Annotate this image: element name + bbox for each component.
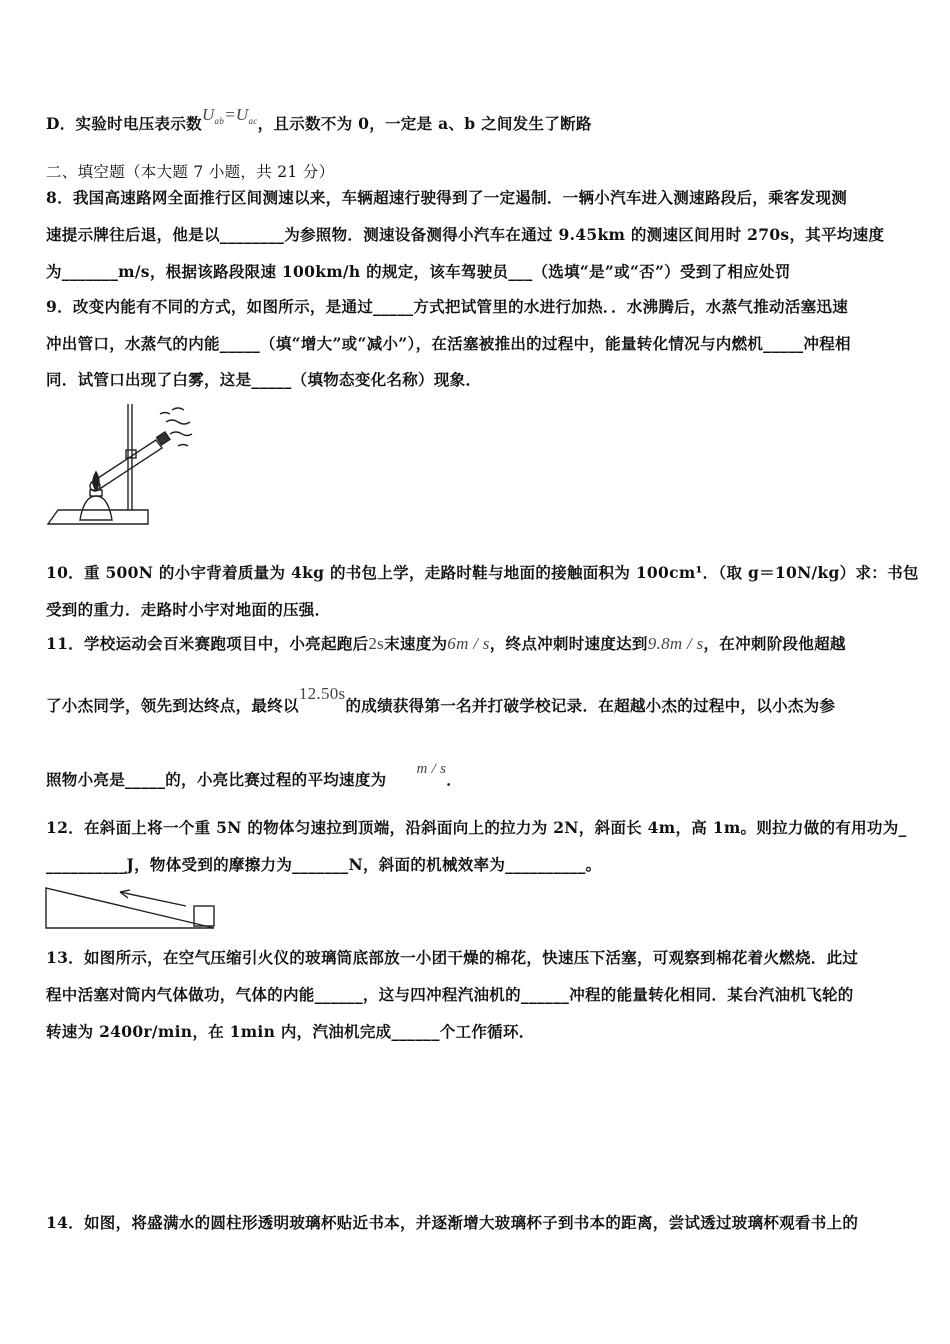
- q11-line-1: [46, 634, 846, 654]
- q11-math-time: 12.50s: [298, 684, 346, 703]
- q8-line-3: 为_______m/s，根据该路段限速 100km/h 的规定，该车驾驶员___（选填“是”或“否”）受到了相应处罚: [46, 262, 791, 281]
- q8-line-1: 8．我国高速路网全面推行区间测速以来，车辆超速行驶得到了一定遏制．一辆小汽车进入测速路段后，乘客发现测: [46, 188, 848, 207]
- section-2-heading: 二、填空题（本大题 7 小题，共 21 分）: [46, 163, 335, 181]
- inclined-plane-figure: [44, 884, 220, 932]
- q10-line-1: 10．重 500N 的小宇背着质量为 4kg 的书包上学，走路时鞋与地面的接触面积为 100cm¹．（取 g＝10N/kg）求：书包: [46, 563, 919, 582]
- q8-line-2: 速提示牌往后退，他是以________为参照物．测速设备测得小汽车在通过 9.45km 的测速区间用时 270s，其平均速度: [46, 225, 885, 244]
- formula-u-ab-eq-u-ac: [202, 105, 258, 124]
- q11-text-a: 11．学校运动会百米赛跑项目中，小亮起跑后: [46, 634, 369, 653]
- q11-text-e: 了小杰同学，领先到达终点，最终以: [46, 696, 299, 715]
- q11-text-g: 照物小亮是_____的，小亮比赛过程的平均速度为: [46, 770, 387, 789]
- option-d: [46, 105, 592, 140]
- q11-text-c: ，终点冲刺时速度达到: [489, 634, 648, 653]
- formula-eq-u: =U: [224, 105, 249, 124]
- q9-line-3: 同．试管口出现了白雾，这是_____（填物态变化名称）现象．: [46, 370, 482, 389]
- q12-line-2: __________J，物体受到的摩擦力为_______N，斜面的机械效率为__________。: [46, 855, 602, 874]
- option-d-prefix: D．实验时电压表示数: [46, 114, 202, 133]
- q12-line-1: 12．在斜面上将一个重 5N 的物体匀速拉到顶端，沿斜面向上的拉力为 2N，斜面长 4m，高 1m。则拉力做的有用功为_: [46, 818, 907, 837]
- q13-line-2: 程中活塞对筒内气体做功，气体的内能______，这与四冲程汽油机的______冲程的能量转化相同．某台汽油机飞轮的: [46, 985, 854, 1004]
- q9-line-2: 冲出管口，水蒸气的内能_____（填“增大”或“减小”），在活塞被推出的过程中，能量转化情况与内燃机_____冲程相: [46, 334, 851, 353]
- q11-math-unit: m / s: [416, 761, 447, 777]
- q13-line-1: 13．如图所示，在空气压缩引火仪的玻璃筒底部放一小团干燥的棉花，快速压下活塞，可观察到棉花着火燃烧．此过: [46, 948, 859, 967]
- formula-u: U: [201, 105, 215, 124]
- q11-math-98ms: 9.8m / s: [647, 634, 704, 653]
- q11-text-b: 末速度为: [384, 634, 448, 653]
- q11-text-d: ，在冲刺阶段他超越: [703, 634, 846, 653]
- q11-math-2s: 2s: [368, 634, 385, 653]
- option-d-suffix: ，且示数不为 0，一定是 a、b 之间发生了断路: [257, 114, 592, 133]
- formula-sub-ac: ac: [248, 116, 258, 126]
- q11-line-2: [46, 684, 836, 716]
- q9-line-1: 9．改变内能有不同的方式，如图所示，是通过_____方式把试管里的水进行加热．．水沸腾后，水蒸气推动活塞迅速: [46, 297, 848, 316]
- q11-math-6ms: 6m / s: [447, 634, 490, 653]
- q13-line-3: 转速为 2400r/min，在 1min 内，汽油机完成______个工作循环．: [46, 1022, 535, 1041]
- q11-text-f: 的成绩获得第一名并打破学校记录．在超越小杰的过程中，以小杰为参: [345, 696, 836, 715]
- test-tube-heating-figure: [44, 400, 204, 530]
- q10-line-2: 受到的重力．走路时小宇对地面的压强．: [46, 600, 331, 619]
- q11-text-h: ．: [446, 770, 463, 789]
- q11-line-3: [46, 761, 463, 791]
- q14-line-1: 14．如图，将盛满水的圆柱形透明玻璃杯贴近书本，并逐渐增大玻璃杯子到书本的距离，尝试透过玻璃杯观看书上的: [46, 1213, 859, 1232]
- formula-sub-ab: ab: [214, 116, 225, 126]
